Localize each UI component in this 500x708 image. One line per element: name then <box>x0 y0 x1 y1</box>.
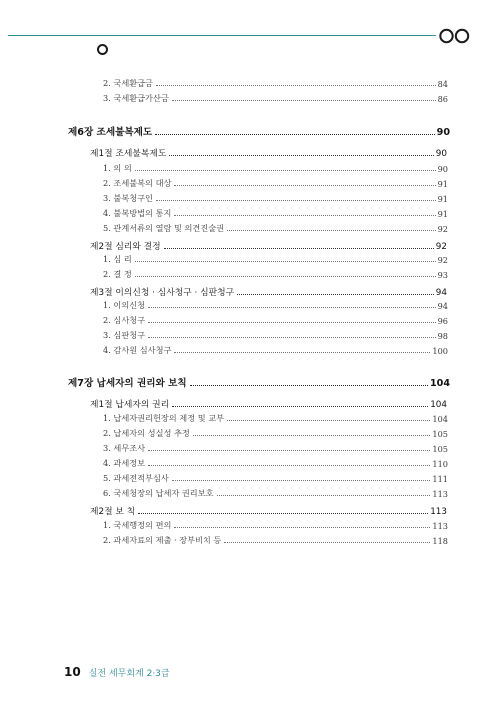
book-title: 실전 세무회계 2·3급 <box>88 669 170 679</box>
toc-item-label: 5. 과세전적부심사 <box>103 473 169 483</box>
toc-item-label: 5. 관계서류의 열람 및 의견진술권 <box>103 223 225 233</box>
section-page: 94 <box>435 288 447 298</box>
section-page: 92 <box>435 242 447 252</box>
toc-item[interactable] <box>103 78 448 89</box>
section-page: 113 <box>430 507 447 517</box>
toc-section[interactable] <box>90 146 447 159</box>
chapter-page: 104 <box>429 378 450 389</box>
toc-section[interactable] <box>90 397 447 410</box>
toc-item-label: 6. 국세청장의 납세자 권리보호 <box>103 488 214 498</box>
page-number: 10 <box>64 665 81 679</box>
toc-item-label: 2. 심사청구 <box>103 315 146 325</box>
toc-item-page: 92 <box>437 224 448 234</box>
toc-item-page: 98 <box>437 331 448 341</box>
toc-item-page: 92 <box>437 255 448 265</box>
chapter-page: 90 <box>436 127 450 138</box>
toc-item-page: 94 <box>437 301 448 311</box>
section-title: 제2절 보 칙 <box>90 507 136 517</box>
toc-item-page: 96 <box>437 316 448 326</box>
toc-item-page: 104 <box>432 414 448 424</box>
toc-item[interactable] <box>103 163 448 174</box>
toc-item-page: 105 <box>432 429 448 439</box>
toc-item-label: 2. 과세자료의 제출 · 장부비치 등 <box>103 535 222 545</box>
section-page: 90 <box>435 149 447 159</box>
toc-item-page: 113 <box>432 521 448 531</box>
toc-item[interactable] <box>103 315 448 326</box>
toc-item[interactable] <box>103 458 448 469</box>
toc-item-page: 118 <box>432 536 448 546</box>
toc-item-page: 113 <box>432 489 448 499</box>
toc-item[interactable] <box>103 269 448 280</box>
toc-item-label: 3. 세무조사 <box>103 443 146 453</box>
toc-item-label: 2. 조세불복의 대상 <box>103 178 172 188</box>
toc-item-label: 1. 이의신청 <box>103 300 146 310</box>
toc-item-page: 91 <box>437 194 448 204</box>
toc-item-label: 3. 국세환급가산금 <box>103 93 169 103</box>
toc-item[interactable] <box>103 345 448 356</box>
toc-item[interactable] <box>103 443 448 454</box>
toc-item[interactable] <box>103 413 448 424</box>
toc-item-page: 86 <box>437 94 448 104</box>
toc-item-page: 105 <box>432 444 448 454</box>
toc-item-label: 4. 불복방법의 통지 <box>103 208 172 218</box>
toc-item-page: 90 <box>437 164 448 174</box>
toc-item-page: 91 <box>437 209 448 219</box>
toc-item[interactable] <box>103 93 448 104</box>
chapter-title: 제7장 납세자의 권리와 보칙 <box>68 378 187 389</box>
toc-item-label: 4. 과세정보 <box>103 458 146 468</box>
toc-section[interactable] <box>90 285 447 298</box>
page-footer <box>64 665 170 679</box>
toc-section[interactable] <box>90 504 447 517</box>
toc-item-page: 100 <box>432 346 448 356</box>
section-title: 제1절 조세불복제도 <box>90 149 167 159</box>
section-title: 제1절 납세자의 권리 <box>90 400 170 410</box>
toc-item-label: 3. 심판청구 <box>103 330 146 340</box>
toc-item[interactable] <box>103 208 448 219</box>
section-title: 제2절 심리와 결정 <box>90 242 161 252</box>
toc-item[interactable] <box>103 223 448 234</box>
toc-item-label: 2. 결 정 <box>103 269 132 279</box>
toc-item[interactable] <box>103 535 448 546</box>
toc-item[interactable] <box>103 193 448 204</box>
toc-item-label: 4. 감사원 심사청구 <box>103 345 172 355</box>
toc-item-label: 2. 국세환급금 <box>103 78 153 88</box>
toc-item-label: 1. 의 의 <box>103 163 132 173</box>
toc-chapter[interactable] <box>68 124 450 138</box>
toc-item[interactable] <box>103 300 448 311</box>
toc-item-label: 1. 국세행정의 편의 <box>103 520 172 530</box>
toc-item-label: 1. 납세자권리헌장의 제정 및 교부 <box>103 413 225 423</box>
toc-item[interactable] <box>103 473 448 484</box>
toc-section[interactable] <box>90 239 447 252</box>
toc-item[interactable] <box>103 178 448 189</box>
toc-item-page: 111 <box>432 474 448 484</box>
toc-item-label: 1. 심 리 <box>103 254 132 264</box>
toc-item[interactable] <box>103 428 448 439</box>
toc-item-label: 3. 불복청구인 <box>103 193 153 203</box>
toc-item[interactable] <box>103 330 448 341</box>
toc-item-page: 110 <box>432 459 448 469</box>
toc-item[interactable] <box>103 488 448 499</box>
toc-item-label: 2. 납세자의 성실성 추정 <box>103 428 190 438</box>
toc-item-page: 84 <box>437 79 448 89</box>
chapter-title: 제6장 조세불복제도 <box>68 127 153 138</box>
section-page: 104 <box>430 400 447 410</box>
toc-chapter[interactable] <box>68 375 450 389</box>
toc-item-page: 91 <box>437 179 448 189</box>
toc-item[interactable] <box>103 520 448 531</box>
toc-item[interactable] <box>103 254 448 265</box>
section-title: 제3절 이의신청 · 심사청구 · 심판청구 <box>90 288 235 298</box>
toc-item-page: 93 <box>437 270 448 280</box>
